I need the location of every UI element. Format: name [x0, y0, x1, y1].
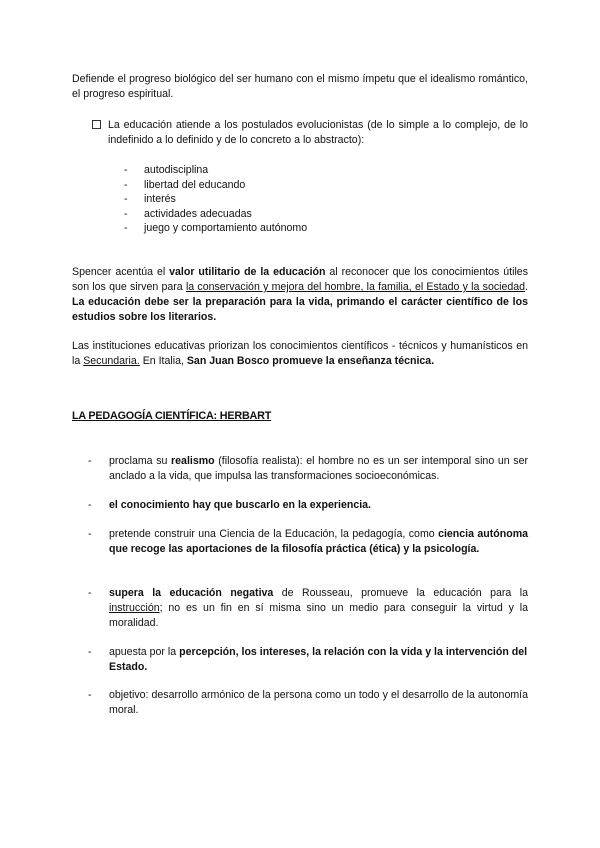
list-item: [124, 192, 424, 207]
bullet-text: [109, 527, 528, 557]
bold-run: ciencia autónoma que recoge las aportaciones de la filosofía práctica (ética) y la psicología.: [109, 528, 529, 555]
underlined-run: instrucción: [109, 602, 160, 614]
underlined-run: la conservación y mejora del hombre, la familia, el Estado y la sociedad: [185, 281, 526, 293]
text-run: .: [525, 281, 529, 293]
text-run: ; no es un fin en sí misma sino un medio para conseguir la virtud y la moralidad.: [109, 602, 528, 629]
list-item-text: interés: [144, 193, 176, 206]
list-item-text: juego y comportamiento autónomo: [144, 222, 308, 235]
bullet-text: [109, 498, 528, 513]
bold-run: valor utilitario de la educación: [169, 266, 326, 278]
sub-list: [124, 163, 424, 236]
dash-bullet: -: [88, 646, 92, 658]
bold-run: La educación debe ser la preparación para la vida, primando el carácter científico de los estudios sobre los literarios.: [72, 296, 528, 323]
text-run: objetivo: desarrollo armónico de la persona como un todo y el desarrollo de la autonomía moral.: [109, 689, 528, 716]
dash-bullet: -: [124, 222, 128, 235]
text-run: apuesta por la: [109, 646, 180, 658]
checkbox-item-text: La educación atiende a los postulados evolucionistas (de lo simple a lo complejo, de lo indefinido a lo definido y de lo concreto a lo abstracto):: [108, 119, 528, 146]
spencer-paragraph: [72, 265, 528, 325]
checkbox-icon: [92, 120, 101, 129]
dash-bullet: -: [88, 587, 92, 599]
list-item-text: actividades adecuadas: [144, 207, 252, 220]
bold-run: San Juan Bosco promueve la enseñanza técnica.: [186, 355, 435, 367]
text-run: En Italia,: [139, 355, 187, 367]
underlined-run: Secundaria.: [83, 355, 140, 367]
text-run: Las instituciones educativas priorizan los conocimientos científicos - técnicos y humanísticos en la: [72, 340, 528, 367]
dash-bullet: -: [88, 499, 92, 511]
bold-run: el conocimiento hay que buscarlo en la experiencia.: [109, 499, 371, 511]
list-item-text: autodisciplina: [144, 164, 209, 176]
text-run: (filosofía realista): el hombre no es un ser intemporal sino un ser anclado a la vida, que impulsa las transformaciones socioeconómicas.: [109, 455, 528, 482]
text-run: pretende construir una Ciencia de la Educación, la pedagogía, como: [109, 528, 439, 540]
bullet-text: [109, 586, 528, 631]
bold-run: supera la educación negativa: [109, 587, 274, 599]
list-item-text: libertad del educando: [144, 178, 246, 191]
dash-bullet: -: [124, 178, 128, 191]
dash-bullet: -: [124, 207, 128, 220]
instituciones-paragraph: [72, 339, 528, 369]
list-item: [124, 178, 424, 193]
dash-bullet: -: [88, 455, 92, 467]
list-item: [124, 163, 424, 178]
list-item: [124, 207, 424, 222]
section-heading: LA PEDAGOGÍA CIENTÍFICA: HERBART: [72, 410, 272, 422]
dash-bullet: -: [124, 164, 128, 176]
bold-run: percepción, los intereses, la relación con la vida y la intervención del Estado.: [109, 646, 528, 673]
text-run: proclama su: [109, 455, 172, 467]
text-run: de Rousseau, promueve la educación para la: [273, 587, 528, 599]
dash-bullet: -: [88, 528, 92, 540]
bullet-text: [109, 645, 528, 675]
bullet-text: [109, 454, 528, 484]
text-run: Spencer acentúa el: [72, 266, 170, 278]
bullet-text: [109, 688, 528, 718]
text-run: al reconocer que los conocimientos útiles son los que sirven para: [72, 266, 528, 293]
dash-bullet: -: [88, 689, 92, 701]
bold-run: realismo: [171, 455, 215, 467]
list-item: [124, 221, 424, 236]
intro-paragraph: Defiende el progreso biológico del ser humano con el mismo ímpetu que el idealismo romántico, el progreso espiritual.: [72, 73, 528, 100]
dash-bullet: -: [124, 193, 128, 206]
